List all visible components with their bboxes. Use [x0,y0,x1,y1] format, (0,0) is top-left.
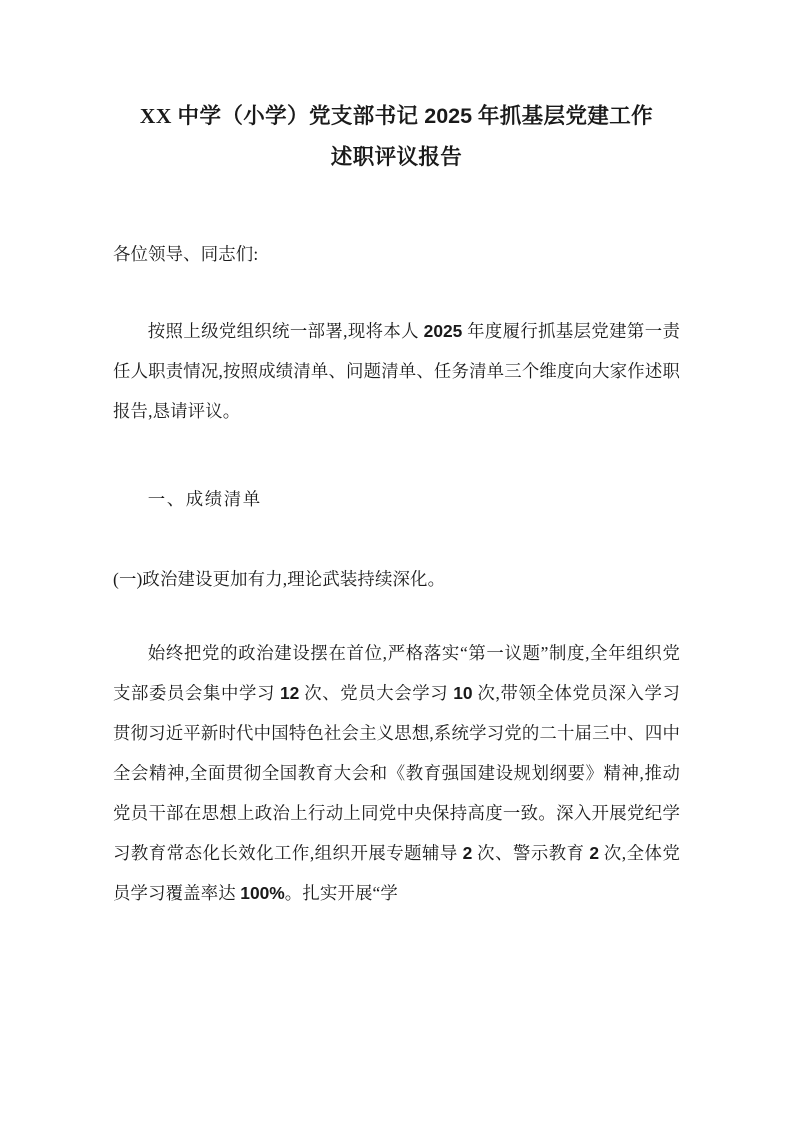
numeric-value: 2 [462,843,473,863]
section-heading-achievements: 一、成绩清单 [147,489,262,509]
document-content-column [113,0,680,913]
page-title [113,0,680,178]
page-title-line-1: XX 中学（小学）党支部书记 2025 年抓基层党建工作 [139,104,654,128]
subsection-body-political-construction: 始终把党的政治建设摆在首位,严格落实“第一议题”制度,全年组织党支部委员会集中学习 12 次、党员大会学习 10 次,带领全体党员深入学习贯彻习近平新时代中国特色社会主义思想,系统学习党的二十届三中、四中全会精神,全面贯彻全国教育大会和《教育强国建设规划纲要》精神,推动党员干部在思想上政治上行动上同党中央保持高度一致。深入开展党纪学习教育常态化长效化工作,组织开展专题辅导 2 次、警示教育 2 次,全体党员学习覆盖率达 100%。扎实开展“学 [113,643,680,903]
numeric-value: 12 [279,683,300,703]
intro-paragraph: 按照上级党组织统一部署,现将本人 2025 年度履行抓基层党建第一责任人职责情况,按照成绩清单、问题清单、任务清单三个维度向大家作述职报告,恳请评议。 [113,321,680,421]
numeric-value: 2025 [423,321,463,341]
numeric-value: 2 [589,843,600,863]
salutation: 各位领导、同志们: [113,244,259,264]
numeric-value: 2025 [424,104,473,128]
numeric-value: 100% [240,883,285,903]
numeric-value: 10 [453,683,473,703]
subsection-heading-political-construction: (一)政治建设更加有力,理论武装持续深化。 [113,569,446,589]
page-title-line-2: 述职评议报告 [330,145,463,169]
